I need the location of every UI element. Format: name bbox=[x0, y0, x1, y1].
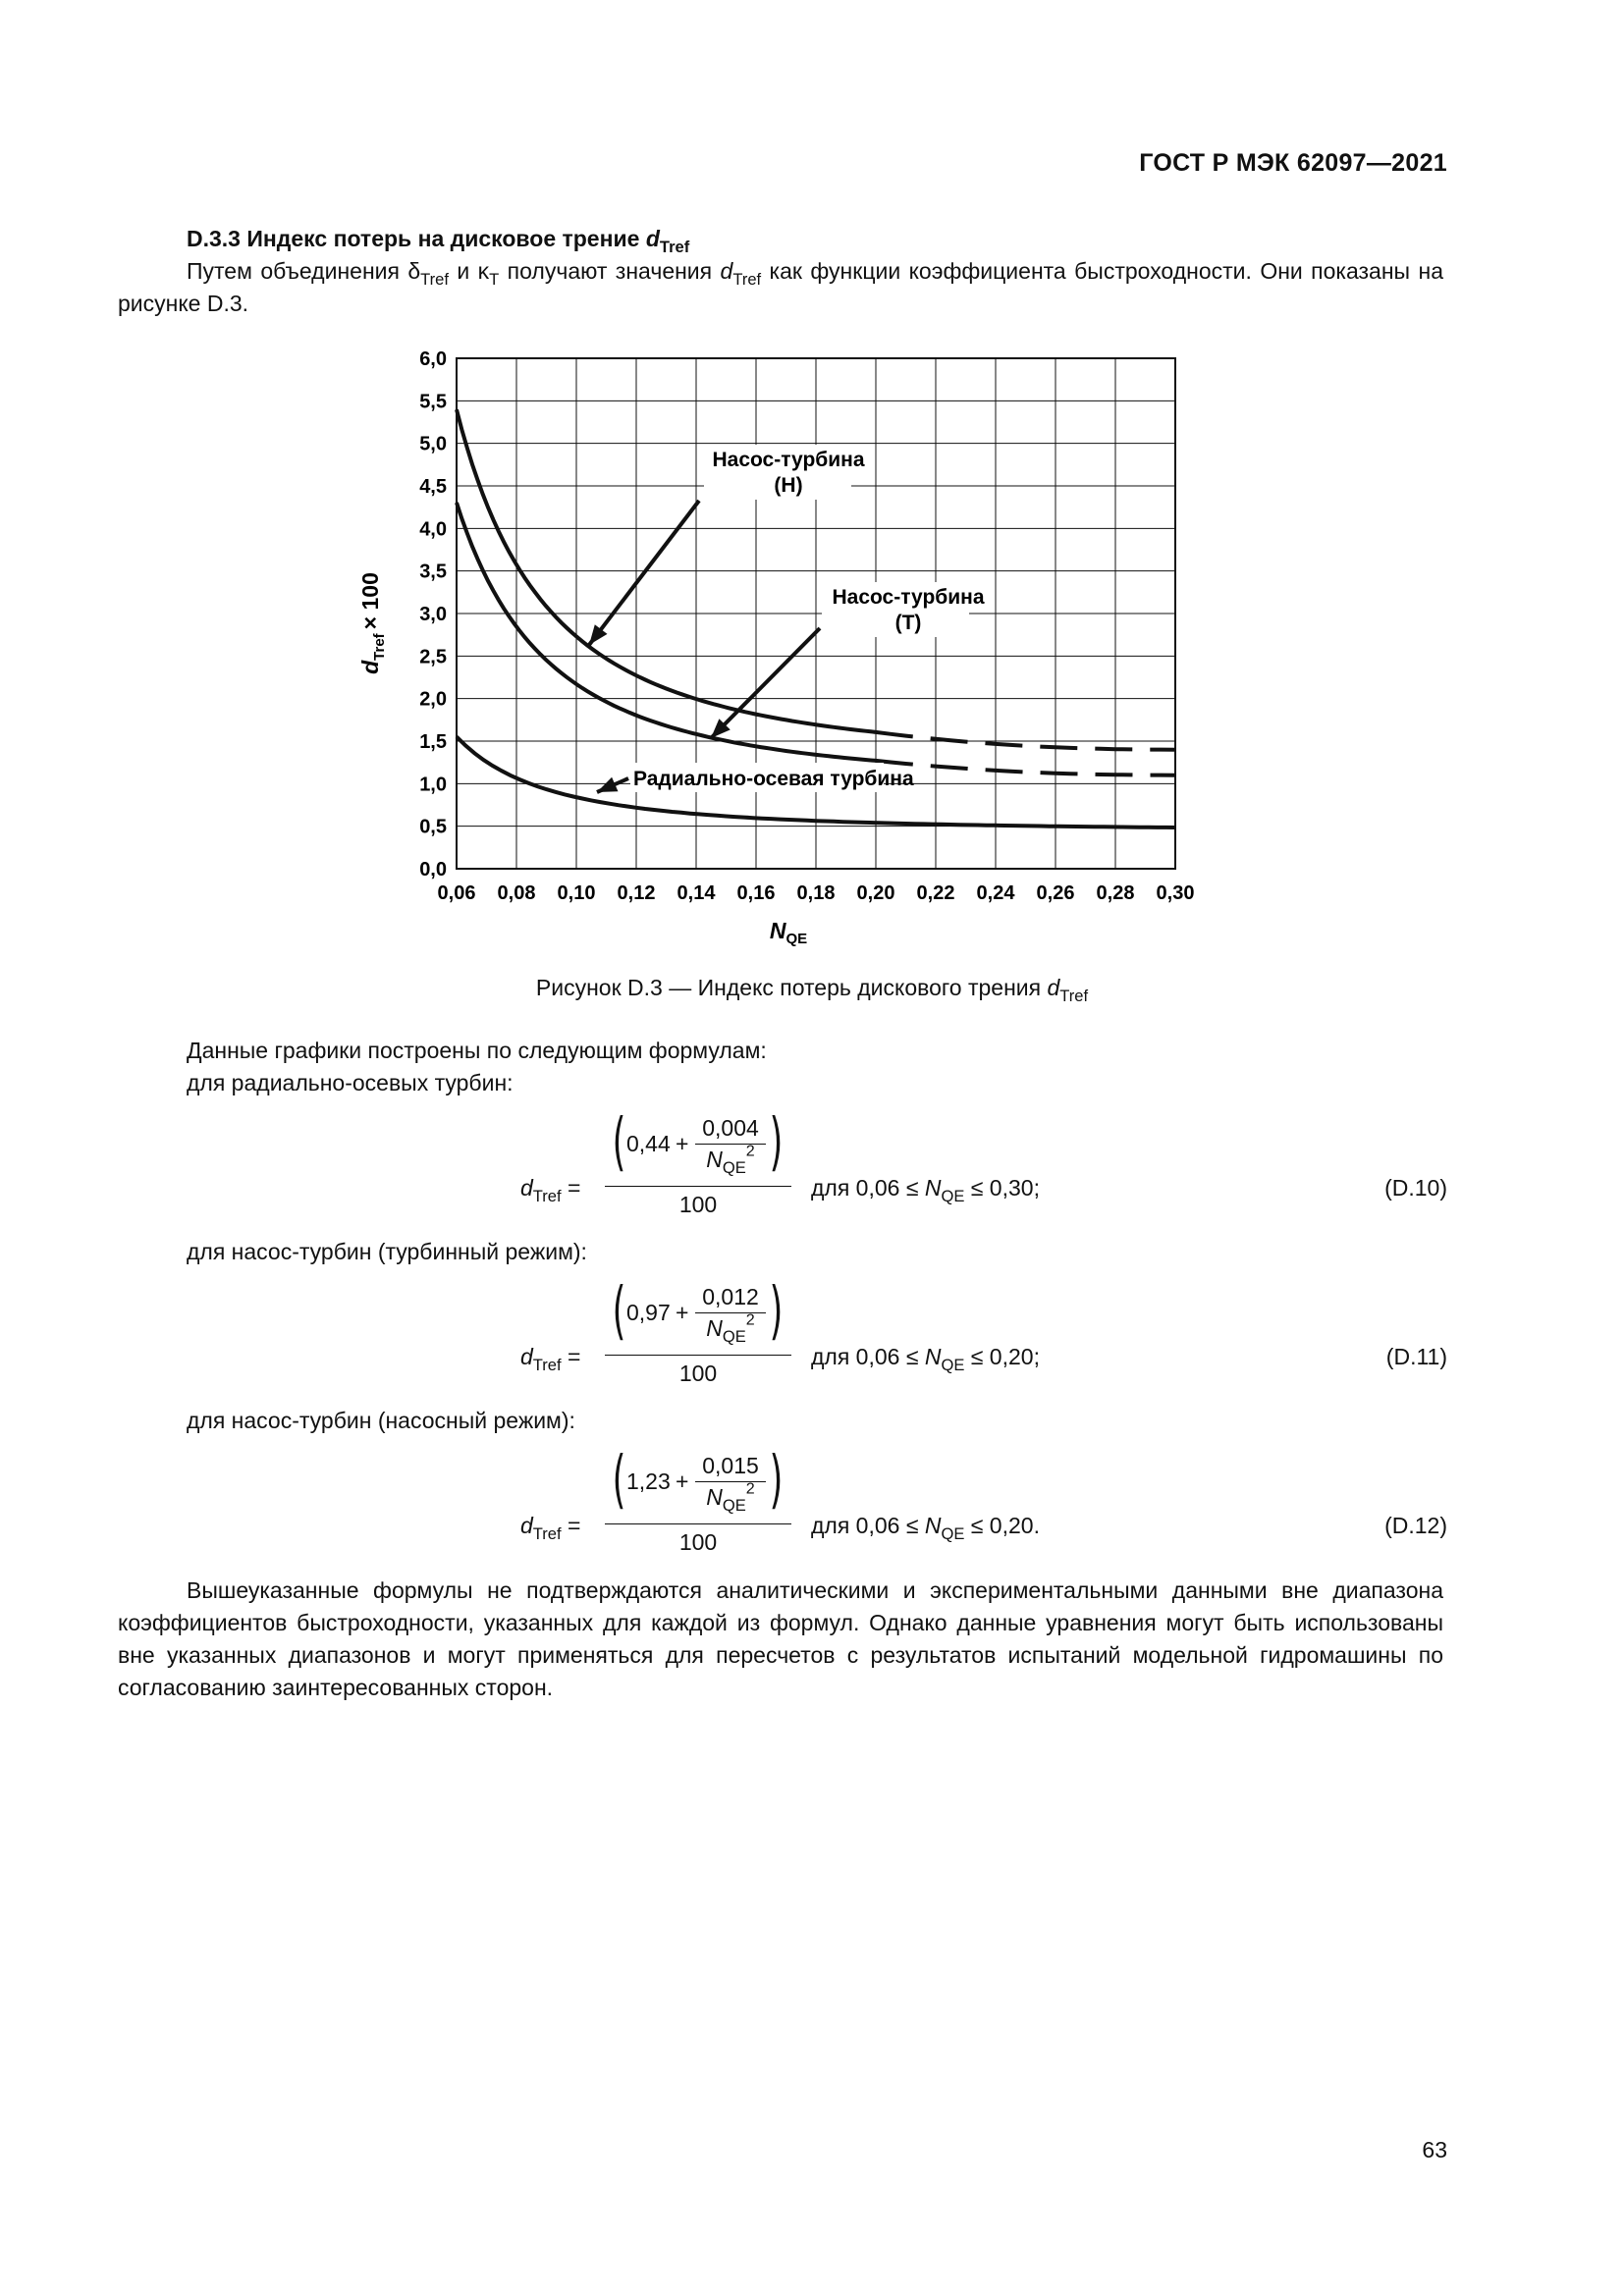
x-tick-label: 0,20 bbox=[856, 882, 895, 904]
y-tick-label: 1,5 bbox=[419, 731, 447, 753]
y-tick-label: 0,0 bbox=[419, 859, 447, 881]
formula-range-end: ≤ 0,30; bbox=[964, 1175, 1040, 1201]
formula-left-paren: ( bbox=[612, 1106, 626, 1179]
equation-number: (D.11) bbox=[1385, 1344, 1447, 1369]
x-tick-label: 0,28 bbox=[1096, 882, 1135, 904]
formula-n-var: N bbox=[706, 1147, 723, 1172]
y-tick-label: 0,5 bbox=[419, 816, 447, 838]
x-tick-label: 0,30 bbox=[1156, 882, 1195, 904]
formula bbox=[520, 1444, 1404, 1586]
equation-number: (D.12) bbox=[1384, 1513, 1447, 1538]
closing-paragraph: Вышеуказанные формулы не подтверждаются аналитическими и экспериментальными данными вне диапазона коэффициентов быстроходности, указанных для каждой из формул. Однако данные уравнения могут быть использованы вне указанных диапазонов и могут применяться для пересчетов с результатов испытаний модельной гидромашины по согласованию заинтересованных сторон. bbox=[118, 1577, 1443, 1700]
y-tick-label: 3,0 bbox=[419, 604, 447, 625]
section-title-sub: Tref bbox=[659, 237, 690, 256]
formula-right-paren: ) bbox=[769, 1444, 784, 1517]
caption-sub: Tref bbox=[1059, 986, 1089, 1005]
formula-inner-bar bbox=[695, 1312, 766, 1313]
intro-text-1: Путем объединения δ bbox=[187, 258, 421, 284]
formula-group-label: для насос-турбин (насосный режим): bbox=[187, 1408, 575, 1433]
formula-n-sub: QE bbox=[722, 1495, 746, 1515]
intro-text-2: и κ bbox=[448, 258, 490, 284]
formula-main-bar bbox=[605, 1523, 791, 1524]
page-number: 63 bbox=[1422, 2137, 1447, 2163]
annotation-radial-axial bbox=[630, 763, 914, 792]
formula-left-paren: ( bbox=[612, 1275, 626, 1348]
friction-loss-chart bbox=[334, 339, 1218, 967]
section-title-var: d bbox=[645, 226, 660, 251]
formula-right-paren: ) bbox=[769, 1106, 784, 1179]
formula-n-var: N bbox=[706, 1484, 723, 1510]
intro-sub-2: T bbox=[489, 269, 500, 289]
formula-coef-b: 0,015 bbox=[702, 1453, 759, 1478]
formula-lhs-var: d bbox=[520, 1175, 533, 1201]
x-tick-label: 0,08 bbox=[497, 882, 536, 904]
y-tick-label: 2,5 bbox=[419, 646, 447, 668]
formula-denominator: 100 bbox=[678, 1192, 718, 1217]
x-tick-label: 0,10 bbox=[557, 882, 596, 904]
formula-n-var: N bbox=[706, 1315, 723, 1341]
formula-n-sup: 2 bbox=[745, 1479, 755, 1498]
y-tick-labels bbox=[419, 348, 447, 881]
formula-lhs-sub: Tref bbox=[532, 1523, 562, 1543]
y-tick-label: 4,0 bbox=[419, 518, 447, 541]
formula-inner-denominator bbox=[695, 1310, 766, 1346]
formula-denominator: 100 bbox=[678, 1361, 718, 1386]
formula-inner-denominator bbox=[695, 1142, 766, 1177]
formulas-intro: Данные графики построены по следующим формулам: bbox=[187, 1038, 767, 1063]
formula-range bbox=[811, 1175, 1040, 1205]
document-header: ГОСТ Р МЭК 62097—2021 bbox=[1139, 149, 1447, 177]
x-axis-label-var: N bbox=[769, 918, 786, 943]
formula-lhs bbox=[520, 1513, 581, 1543]
x-axis-label bbox=[770, 918, 807, 947]
formula-n-sub: QE bbox=[722, 1157, 746, 1177]
caption-text: Рисунок D.3 — Индекс потерь дискового трения bbox=[535, 975, 1048, 1000]
annotation-h-line1: Насос-турбина bbox=[712, 449, 865, 471]
y-tick-label: 1,0 bbox=[419, 774, 447, 796]
intro-text-4: как функции коэффициента быстроходности. Они показаны на рисунке D.3. bbox=[118, 258, 1443, 316]
x-tick-label: 0,06 bbox=[437, 882, 476, 904]
formula-denominator: 100 bbox=[678, 1529, 718, 1555]
intro-sub-3: Tref bbox=[732, 269, 762, 289]
formula-left-paren: ( bbox=[612, 1444, 626, 1517]
intro-text-3: получают значения bbox=[499, 258, 721, 284]
annotation-pump-turbine-t bbox=[822, 582, 985, 637]
formula-range-var: N bbox=[924, 1175, 942, 1201]
formula-plus: + bbox=[676, 1131, 689, 1156]
formula-coef-b: 0,012 bbox=[702, 1284, 759, 1309]
section-title bbox=[187, 226, 690, 256]
svg-text:dTref× 100 bbox=[357, 572, 388, 674]
formula-lhs-var: d bbox=[520, 1513, 533, 1538]
formula-n-sub: QE bbox=[722, 1326, 746, 1346]
y-axis-label-suffix: × 100 bbox=[357, 572, 383, 630]
formula-range-start: для 0,06 ≤ bbox=[811, 1344, 925, 1369]
formula-inner-denominator bbox=[695, 1479, 766, 1515]
annotation-pump-turbine-h bbox=[704, 445, 865, 500]
formula-coef-a: 1,23 bbox=[626, 1468, 671, 1494]
y-tick-label: 4,5 bbox=[419, 476, 447, 498]
intro-sub-1: Tref bbox=[420, 269, 449, 289]
formula-range-var: N bbox=[924, 1344, 942, 1369]
formula-plus: + bbox=[676, 1468, 689, 1494]
formula-range-sub: QE bbox=[941, 1523, 965, 1543]
formula-equals: = bbox=[561, 1175, 581, 1201]
formula-range bbox=[811, 1513, 1040, 1543]
y-axis-label-var: d bbox=[357, 660, 383, 674]
section-title-text: D.3.3 Индекс потерь на дисковое трение bbox=[187, 226, 646, 251]
formula-coef-b: 0,004 bbox=[702, 1115, 759, 1141]
caption-var: d bbox=[1047, 975, 1060, 1000]
x-tick-label: 0,14 bbox=[677, 882, 716, 904]
y-tick-label: 3,5 bbox=[419, 561, 447, 583]
figure-caption bbox=[0, 975, 1624, 1005]
formula-lhs-var: d bbox=[520, 1344, 533, 1369]
formula-range-start: для 0,06 ≤ bbox=[811, 1175, 925, 1201]
formula-n-sup: 2 bbox=[745, 1310, 755, 1329]
x-tick-label: 0,12 bbox=[617, 882, 656, 904]
formula-coef-a: 0,44 bbox=[626, 1131, 671, 1156]
formula-range-start: для 0,06 ≤ bbox=[811, 1513, 925, 1538]
formula-range bbox=[811, 1344, 1040, 1374]
formula-range-end: ≤ 0,20. bbox=[964, 1513, 1040, 1538]
x-axis-label-sub: QE bbox=[785, 931, 808, 947]
formula-right-paren: ) bbox=[769, 1275, 784, 1348]
x-tick-label: 0,18 bbox=[796, 882, 836, 904]
formula-plus: + bbox=[676, 1300, 689, 1325]
y-tick-label: 2,0 bbox=[419, 688, 447, 711]
annotation-t-line1: Насос-турбина bbox=[832, 586, 985, 609]
formula-group-label: для насос-турбин (турбинный режим): bbox=[187, 1239, 587, 1264]
x-tick-labels bbox=[438, 882, 1195, 904]
y-axis-label-sub: Tref bbox=[371, 633, 388, 661]
formula-lhs bbox=[520, 1175, 581, 1205]
formula bbox=[520, 1275, 1404, 1417]
y-tick-label: 5,5 bbox=[419, 391, 447, 413]
x-tick-label: 0,26 bbox=[1036, 882, 1075, 904]
formula-inner-bar bbox=[695, 1144, 766, 1145]
x-tick-label: 0,16 bbox=[736, 882, 776, 904]
formula-range-sub: QE bbox=[941, 1186, 965, 1205]
formula-n-sup: 2 bbox=[745, 1142, 755, 1160]
intro-paragraph bbox=[118, 255, 1443, 320]
formula-range-var: N bbox=[924, 1513, 942, 1538]
formula-inner-bar bbox=[695, 1481, 766, 1482]
x-tick-label: 0,24 bbox=[976, 882, 1015, 904]
intro-var: d bbox=[720, 258, 733, 284]
formula-equals: = bbox=[561, 1513, 581, 1538]
formula-range-end: ≤ 0,20; bbox=[964, 1344, 1040, 1369]
y-tick-label: 6,0 bbox=[419, 348, 447, 370]
annotation-r-line1: Радиально-осевая турбина bbox=[633, 768, 914, 790]
annotation-h-line2: (Н) bbox=[774, 474, 803, 497]
formula-lhs bbox=[520, 1344, 581, 1374]
formula-main-bar bbox=[605, 1355, 791, 1356]
formula-main-bar bbox=[605, 1186, 791, 1187]
y-tick-label: 5,0 bbox=[419, 433, 447, 455]
equation-number: (D.10) bbox=[1384, 1175, 1447, 1201]
formula-lhs-sub: Tref bbox=[532, 1355, 562, 1374]
formula bbox=[520, 1106, 1404, 1249]
formula-equals: = bbox=[561, 1344, 581, 1369]
formula-group-label: для радиально-осевых турбин: bbox=[187, 1070, 514, 1095]
y-axis-label bbox=[357, 572, 388, 674]
formula-range-sub: QE bbox=[941, 1355, 965, 1374]
annotation-t-line2: (Т) bbox=[894, 612, 922, 634]
x-tick-label: 0,22 bbox=[916, 882, 955, 904]
formula-coef-a: 0,97 bbox=[626, 1300, 671, 1325]
formula-lhs-sub: Tref bbox=[532, 1186, 562, 1205]
